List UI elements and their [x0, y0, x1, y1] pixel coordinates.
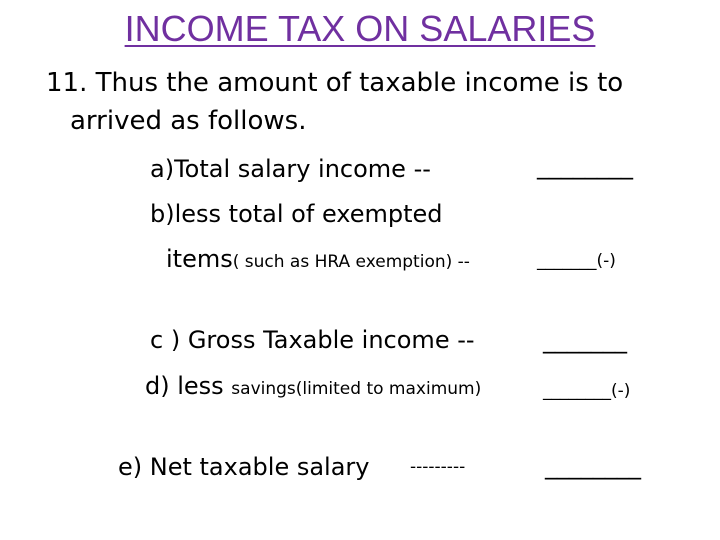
item-b-label-line-2 [166, 245, 470, 273]
item-d-blank-line: ________ [543, 381, 611, 401]
item-d-label-note: savings(limited to maximum) [231, 379, 482, 399]
item-b-suffix: (-) [596, 251, 616, 271]
item-c-label: c ) Gross Taxable income -- [150, 326, 475, 354]
item-b-label-main: items [166, 245, 233, 273]
item-b-blank-line: _______ [537, 251, 597, 271]
item-a-blank: ________ [537, 152, 633, 180]
item-d-label-main: d) less [145, 372, 232, 400]
intro-line-2: arrived as follows. [70, 106, 307, 136]
item-e-dashes: --------- [410, 457, 466, 477]
page-title: INCOME TAX ON SALARIES [124, 8, 596, 49]
item-e-label: e) Net taxable salary [118, 453, 370, 481]
item-b-blank [537, 251, 616, 271]
item-b-label-note: ( such as HRA exemption) -- [232, 252, 470, 272]
item-d-label [145, 372, 481, 400]
item-a-label: a)Total salary income -- [150, 155, 431, 183]
item-e-blank: ________ [545, 452, 641, 480]
intro-line-1: 11. Thus the amount of taxable income is to [46, 68, 624, 98]
item-c-blank: _______ [543, 326, 627, 354]
item-b-label-line-1: b)less total of exempted [150, 200, 443, 228]
item-d-suffix: (-) [611, 381, 631, 401]
item-d-blank [543, 381, 630, 401]
